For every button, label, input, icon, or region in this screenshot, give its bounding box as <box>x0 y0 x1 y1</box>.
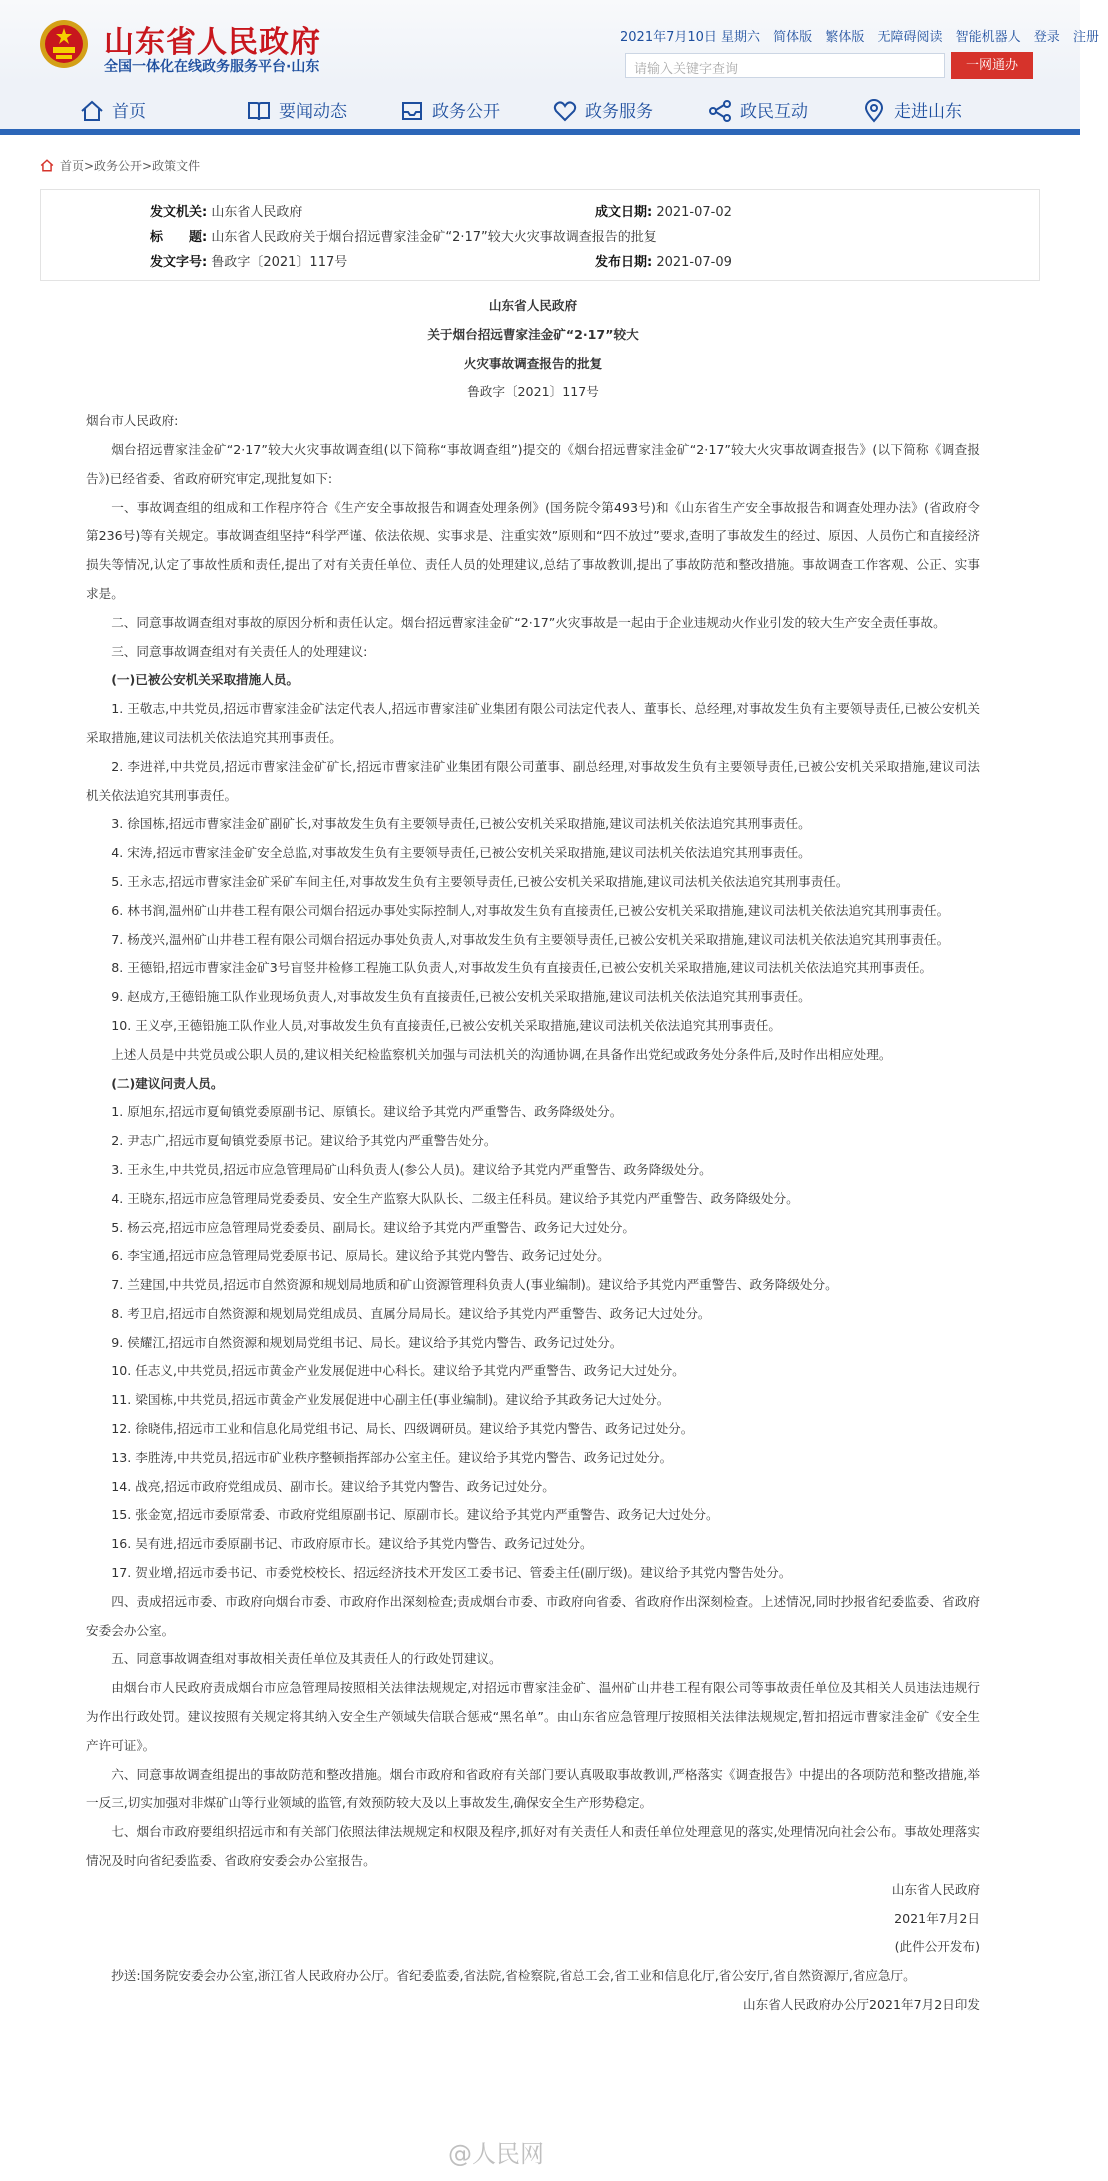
paragraph: 2. 尹志广,招远市夏甸镇党委原书记。建议给予其党内严重警告处分。 <box>111 1133 497 1149</box>
doc-issuer: 山东省人民政府 <box>488 298 578 313</box>
national-emblem-icon <box>39 19 89 69</box>
issuer-label: 发文机关: <box>150 205 208 220</box>
docno-value: 鲁政字〔2021〕117号 <box>211 255 348 270</box>
nav-news[interactable] <box>247 97 347 125</box>
paragraph: 17. 贺业增,招远市委书记、市委党校校长、招远经济技术开发区工委书记、管委主任(副厅级)。建议给予其党内警告处分。 <box>111 1565 792 1581</box>
nav-label: 政民互动 <box>740 102 808 122</box>
paragraph: 12. 徐晓伟,招远市工业和信息化局党组书记、局长、四级调研员。建议给予其党内警告、政务记过处分。 <box>111 1421 694 1437</box>
paragraph: 9. 侯耀江,招远市自然资源和规划局党组书记、局长。建议给予其党内警告、政务记过处分。 <box>111 1334 623 1350</box>
watermark: @人民网 <box>448 2140 544 2168</box>
nav-home[interactable] <box>80 97 146 125</box>
paragraph-list <box>86 436 980 1876</box>
paragraph: 6. 林书润,温州矿山井巷工程有限公司烟台招远办事处实际控制人,对事故发生负有直接责任,已被公安机关采取措施,建议司法机关依法追究其刑事责任。 <box>111 902 950 918</box>
paragraph: 10. 任志义,中共党员,招远市黄金产业发展促进中心科长。建议给予其党内严重警告、政务记大过处分。 <box>111 1363 685 1379</box>
paragraph: 五、同意事故调查组对事故相关责任单位及其责任人的行政处罚建议。 <box>111 1651 502 1667</box>
site-title[interactable]: 山东省人民政府 <box>104 25 321 60</box>
paragraph: 由烟台市人民政府责成烟台市应急管理局按照相关法律法规规定,对招远市曹家洼金矿、温州矿山井巷工程有限公司等事故责任单位及其相关人员违法违规行为作出行政处罚。建议按照有关规定将其纳入安全生产领域失信联合惩戒“黑名单”。由山东省应急管理厅按照相关法律法规规定,暂扣招远市曹家洼金矿《安全生产许可证》。 <box>86 1680 980 1753</box>
title-label: 标 题: <box>150 230 208 245</box>
heart-icon <box>553 100 577 122</box>
paragraph: 5. 杨云亮,招远市应急管理局党委委员、副局长。建议给予其党内严重警告、政务记大过处分。 <box>111 1219 635 1235</box>
paragraph: 8. 考卫启,招远市自然资源和规划局党组成员、直属分局局长。建议给予其党内严重警告、政务记大过处分。 <box>111 1305 711 1321</box>
cc-list: 抄送:国务院安委会办公室,浙江省人民政府办公厅。省纪委监委,省法院,省检察院,省总工会,省工业和信息化厅,省公安厅,省自然资源厅,省应急厅。 <box>111 1968 916 1984</box>
paragraph: 16. 吴有进,招远市委原副书记、市政府原市长。建议给予其党内警告、政务记过处分。 <box>111 1536 593 1552</box>
paragraph: 14. 战亮,招远市政府党组成员、副市长。建议给予其党内警告、政务记过处分。 <box>111 1478 555 1494</box>
home-icon <box>40 159 54 172</box>
signature-date: 2021年7月2日 <box>894 1910 980 1926</box>
paragraph: 2. 李进祥,中共党员,招远市曹家洼金矿矿长,招远市曹家洼矿业集团有限公司董事、副总经理,对事故发生负有主要领导责任,已被公安机关采取措施,建议司法机关依法追究其刑事责任。 <box>86 758 980 803</box>
main-nav <box>0 85 1080 135</box>
publication-note: (此件公开发布) <box>894 1939 980 1955</box>
link-register[interactable]: 注册 <box>1072 30 1099 45</box>
nav-label: 走进山东 <box>894 102 962 122</box>
doc-title-line-1: 关于烟台招远曹家洼金矿“2·17”较大 <box>427 326 639 342</box>
paragraph: 11. 梁国栋,中共党员,招远市黄金产业发展促进中心副主任(事业编制)。建议给予其政务记大过处分。 <box>111 1392 670 1408</box>
book-icon <box>247 100 271 122</box>
nav-services[interactable] <box>553 97 653 125</box>
paragraph: 烟台招远曹家洼金矿“2·17”较大火灾事故调查组(以下简称“事故调查组”)提交的《烟台招远曹家洼金矿“2·17”较大火灾事故调查报告》(以下简称《调查报告》)已经省委、省政府研究审定,现批复如下: <box>86 441 980 486</box>
nav-publicity[interactable] <box>400 97 500 125</box>
breadcrumb <box>40 157 200 174</box>
signature-org: 山东省人民政府 <box>891 1881 980 1897</box>
paragraph: 二、同意事故调查组对事故的原因分析和责任认定。烟台招远曹家洼金矿“2·17”火灾事故是一起由于企业违规动火作业引发的较大生产安全责任事故。 <box>111 614 946 630</box>
paragraph: 三、同意事故调查组对有关责任人的处理建议: <box>111 643 368 659</box>
paragraph: 3. 徐国栋,招远市曹家洼金矿副矿长,对事故发生负有主要领导责任,已被公安机关采取措施,建议司法机关依法追究其刑事责任。 <box>111 816 811 832</box>
paragraph: 一、事故调查组的组成和工作程序符合《生产安全事故报告和调查处理条例》(国务院令第493号)和《山东省生产安全事故报告和调查处理办法》(省政府令第236号)等有关规定。事故调查组坚持“科学严谨、依法依规、实事求是、注重实效”原则和“四不放过”要求,查明了事故发生的经过、原因、人员伤亡和直接经济损失等情况,认定了事故性质和责任,提出了对有关责任单位、责任人员的处理建议,总结了事故教训,提出了事故防范和整改措施。事故调查工作客观、公正、实事求是。 <box>86 499 980 601</box>
one-net-button[interactable]: 一网通办 <box>951 52 1033 79</box>
issuer-value: 山东省人民政府 <box>211 205 303 220</box>
paragraph: 10. 王义亭,王德铅施工队作业人员,对事故发生负有直接责任,已被公安机关采取措施,建议司法机关依法追究其刑事责任。 <box>111 1017 781 1033</box>
document-meta <box>40 189 1040 281</box>
link-robot[interactable]: 智能机器人 <box>955 30 1021 45</box>
pub-value: 2021-07-09 <box>656 255 732 270</box>
date-value: 2021-07-02 <box>656 205 732 220</box>
breadcrumb-text[interactable]: 首页>政务公开>政策文件 <box>60 159 201 173</box>
paragraph: (一)已被公安机关采取措施人员。 <box>111 672 300 688</box>
tray-icon <box>400 100 424 122</box>
nav-shandong[interactable] <box>862 97 962 125</box>
link-login[interactable]: 登录 <box>1033 30 1060 45</box>
paragraph: 4. 王晓东,招远市应急管理局党委委员、安全生产监察大队队长、二级主任科员。建议给予其党内严重警告、政务降级处分。 <box>111 1190 799 1206</box>
site-header <box>0 0 1099 85</box>
home-icon <box>80 100 104 122</box>
paragraph: 1. 原旭东,招远市夏甸镇党委原副书记、原镇长。建议给予其党内严重警告、政务降级处分。 <box>111 1104 623 1120</box>
paragraph: 4. 宋涛,招远市曹家洼金矿安全总监,对事故发生负有主要领导责任,已被公安机关采取措施,建议司法机关依法追究其刑事责任。 <box>111 845 811 861</box>
utility-links <box>620 26 1108 45</box>
docno-label: 发文字号: <box>150 255 208 270</box>
paragraph: 3. 王永生,中共党员,招远市应急管理局矿山科负责人(参公人员)。建议给予其党内严重警告、政务降级处分。 <box>111 1161 712 1177</box>
addressee: 烟台市人民政府: <box>86 413 179 429</box>
link-simplified[interactable]: 简体版 <box>773 30 813 45</box>
nav-label: 政务公开 <box>432 102 500 122</box>
paragraph: 1. 王敬志,中共党员,招远市曹家洼金矿法定代表人,招远市曹家洼矿业集团有限公司法定代表人、董事长、总经理,对事故发生负有主要领导责任,已被公安机关采取措施,建议司法机关依法追究其刑事责任。 <box>86 701 980 745</box>
share-icon <box>708 100 732 122</box>
paragraph: 13. 李胜涛,中共党员,招远市矿业秩序整顿指挥部办公室主任。建议给予其党内警告、政务记过处分。 <box>111 1449 673 1465</box>
printed-note: 山东省人民政府办公厅2021年7月2日印发 <box>743 1997 980 2013</box>
doc-number: 鲁政字〔2021〕117号 <box>467 384 599 400</box>
nav-label: 首页 <box>112 102 146 122</box>
paragraph: 四、责成招远市委、市政府向烟台市委、市政府作出深刻检查;责成烟台市委、市政府向省委、省政府作出深刻检查。上述情况,同时抄报省纪委监委、省政府安委会办公室。 <box>86 1593 980 1638</box>
nav-interaction[interactable] <box>708 97 808 125</box>
date-label: 成文日期: <box>595 205 653 220</box>
title-value: 山东省人民政府关于烟台招远曹家洼金矿“2·17”较大火灾事故调查报告的批复 <box>211 230 657 245</box>
paragraph: 9. 赵成方,王德铅施工队作业现场负责人,对事故发生负有直接责任,已被公安机关采取措施,建议司法机关依法追究其刑事责任。 <box>111 989 811 1005</box>
link-accessibility[interactable]: 无障碍阅读 <box>877 30 943 45</box>
paragraph: 6. 李宝通,招远市应急管理局党委原书记、原局长。建议给予其党内警告、政务记过处分。 <box>111 1248 610 1264</box>
doc-title-line-2: 火灾事故调查报告的批复 <box>463 355 603 371</box>
paragraph: 15. 张金宽,招远市委原常委、市政府党组原副书记、原副市长。建议给予其党内严重警告、政务记大过处分。 <box>111 1507 719 1523</box>
paragraph: 六、同意事故调查组提出的事故防范和整改措施。烟台市政府和省政府有关部门要认真吸取事故教训,严格落实《调查报告》中提出的各项防范和整改措施,举一反三,切实加强对非煤矿山等行业领域的监管,有效预防较大及以上事故发生,确保安全生产形势稳定。 <box>86 1766 980 1811</box>
paragraph: 上述人员是中共党员或公职人员的,建议相关纪检监察机关加强与司法机关的沟通协调,在具备作出党纪或政务处分条件后,及时作出相应处理。 <box>111 1046 892 1062</box>
paragraph: (二)建议问责人员。 <box>111 1075 224 1091</box>
paragraph: 七、烟台市政府要组织招远市和有关部门依照法律法规规定和权限及程序,抓好对有关责任人和责任单位处理意见的落实,处理情况向社会公布。事故处理落实情况及时向省纪委监委、省政府安委会办公室报告。 <box>86 1824 980 1869</box>
site-subtitle: 全国一体化在线政务服务平台·山东 <box>104 59 320 75</box>
paragraph: 8. 王德铅,招远市曹家洼金矿3号盲竖井检修工程施工队负责人,对事故发生负有直接责任,已被公安机关采取措施,建议司法机关依法追究其刑事责任。 <box>111 960 933 976</box>
current-date: 2021年7月10日 星期六 <box>620 30 761 45</box>
paragraph: 5. 王永志,招远市曹家洼金矿采矿车间主任,对事故发生负有主要领导责任,已被公安机关采取措施,建议司法机关依法追究其刑事责任。 <box>111 873 849 889</box>
pub-label: 发布日期: <box>595 255 653 270</box>
search-input[interactable]: 请输入关键字查询 <box>625 53 945 78</box>
nav-label: 政务服务 <box>585 102 653 122</box>
nav-label: 要闻动态 <box>279 102 347 122</box>
link-traditional[interactable]: 繁体版 <box>825 30 865 45</box>
paragraph: 7. 杨茂兴,温州矿山井巷工程有限公司烟台招远办事处负责人,对事故发生负有主要领导责任,已被公安机关采取措施,建议司法机关依法追究其刑事责任。 <box>111 931 950 947</box>
paragraph: 7. 兰建国,中共党员,招远市自然资源和规划局地质和矿山资源管理科负责人(事业编制)。建议给予其党内严重警告、政务降级处分。 <box>111 1277 838 1293</box>
map-pin-icon <box>862 100 886 122</box>
document-body <box>86 292 980 2020</box>
